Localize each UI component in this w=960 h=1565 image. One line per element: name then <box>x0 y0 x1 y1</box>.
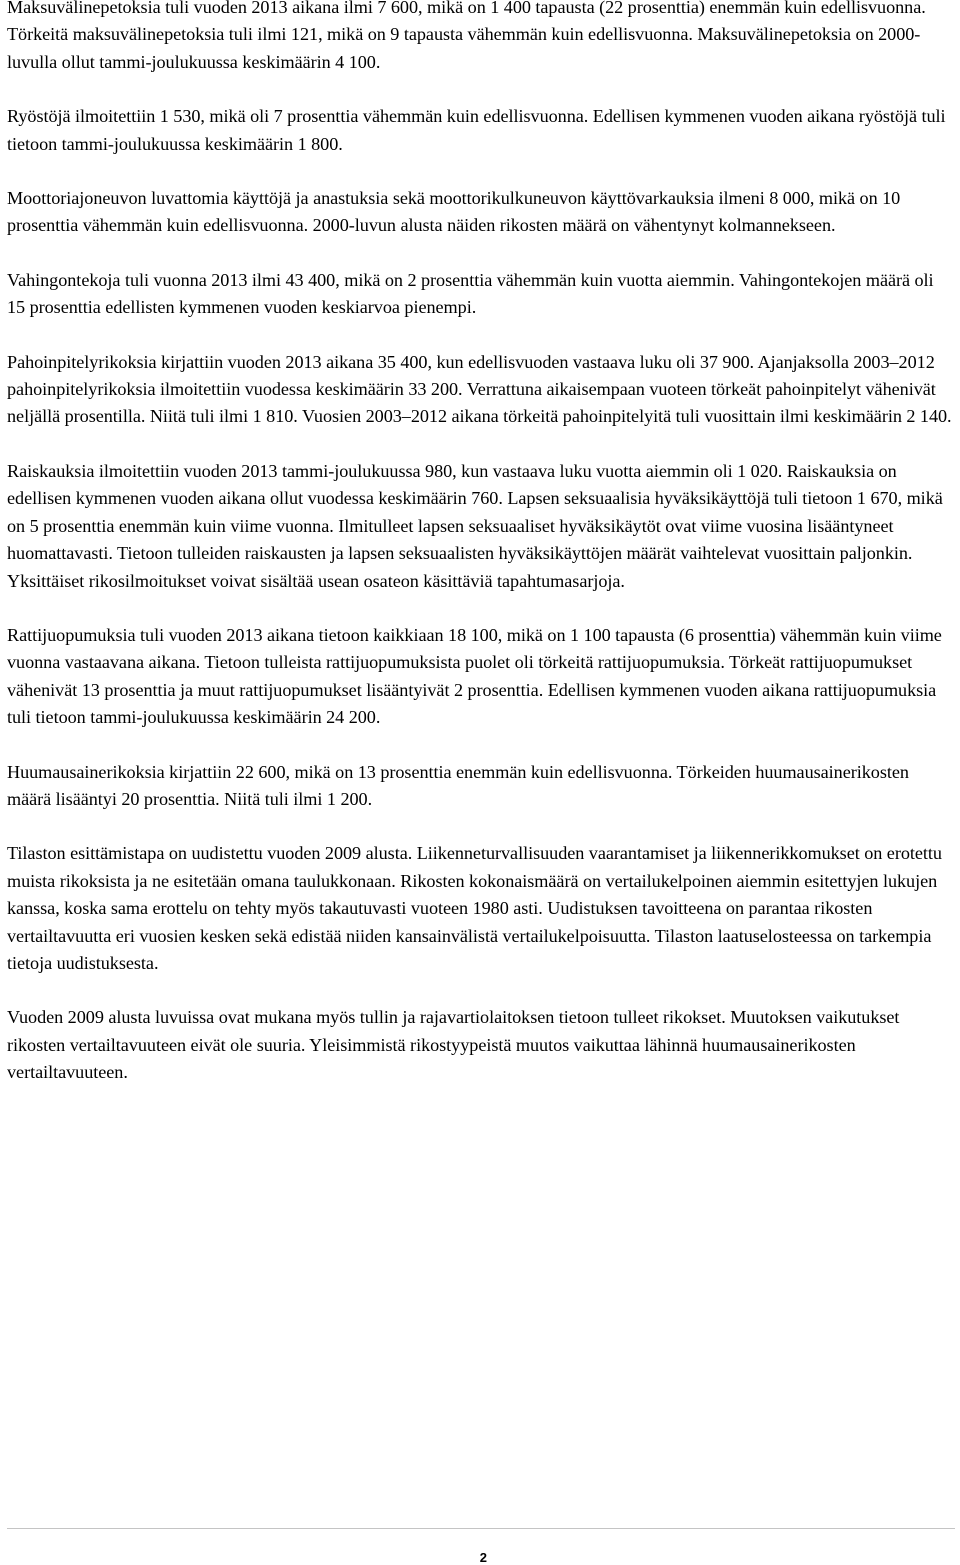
paragraph-drug-offences: Huumausainerikoksia kirjattiin 22 600, mikä on 13 prosenttia enemmän kuin edellisvuonna. Törkeiden huumausainerikosten määrä lisääntyi 20 prosenttia. Niitä tuli ilmi 1 200. <box>7 761 909 809</box>
paragraph-rapes: Raiskauksia ilmoitettiin vuoden 2013 tammi-joulukuussa 980, kun vastaava luku vuotta aiemmin oli 1 020. Raiskauksia on edellisen kymmenen vuoden aikana ollut vuodessa keskimäärin 760. Lapsen seksuaalisia hyväksikäyttöjä tuli tietoon 1 670, mikä on 5 prosenttia enemmän kuin viime vuonna. Ilmitulleet lapsen seksuaaliset hyväksikäytöt ovat viime vuosina lisääntyneet huomattavasti. Tietoon tulleiden raiskausten ja lapsen seksuaalisten hyväksikäyttöjen määrät vaihtelevat vuosittain paljonkin. Yksittäiset rikosilmoitukset voivat sisältää usean osateon käsittäviä tapahtumasarjoja. <box>7 460 943 591</box>
paragraph-statistics-reform: Tilaston esittämistapa on uudistettu vuoden 2009 alusta. Liikenneturvallisuuden vaarantamiset ja liikennerikkomukset on erotettu muista rikoksista ja ne esitetään omana taulukkonaan. Rikosten kokonaismäärä on vertailukelpoinen aiemmin esitettyjen lukujen kanssa, koska sama erottelu on tehty myös takautuvasti vuoteen 1980 asti. Uudistuksen tavoitteena on parantaa rikosten vertailtavuutta eri vuosien kesken sekä edistää niiden kansainvälistä vertailukelpoisuutta. Tilaston laatuselosteessa on tarkempia tietoja uudistuksesta. <box>7 843 942 973</box>
paragraph-payment-fraud: Maksuvälinepetoksia tuli vuoden 2013 aikana ilmi 7 600, mikä on 1 400 tapausta (22 prosenttia) enemmän kuin edellisvuonna. Törkeitä maksuvälinepetoksia tuli ilmi 121, mikä on 9 tapausta vähemmän kuin edellisvuonna. Maksuvälinepetoksia on 2000-luvulla ollut tammi-joulukuussa keskimäärin 4 100. <box>7 0 926 72</box>
paragraph-assaults: Pahoinpitelyrikoksia kirjattiin vuoden 2013 aikana 35 400, kun edellisvuoden vastaava luku oli 37 900. Ajanjaksolla 2003–2012 pahoinpitelyrikoksia ilmoitettiin vuodessa keskimäärin 33 200. Verrattuna aikaisempaan vuoteen törkeät pahoinpitelyt vähenivät neljällä prosentilla. Niitä tuli ilmi 1 810. Vuosien 2003–2012 aikana törkeitä pahoinpitelyitä tuli vuosittain ilmi keskimäärin 2 140. <box>7 351 952 427</box>
paragraph-vandalism: Vahingontekoja tuli vuonna 2013 ilmi 43 400, mikä on 2 prosenttia vähemmän kuin vuotta aiemmin. Vahingontekojen määrä oli 15 prosenttia edellisten kymmenen vuoden keskiarvoa pienempi. <box>7 269 934 318</box>
paragraph-vehicle-theft: Moottoriajoneuvon luvattomia käyttöjä ja anastuksia sekä moottorikulkuneuvon käyttövarkauksia ilmeni 8 000, mikä on 10 prosenttia vähemmän kuin edellisvuonna. 2000-luvun alusta näiden rikosten määrä on vähentynyt kolmannekseen. <box>7 188 901 236</box>
page-number: 2 <box>479 1550 487 1565</box>
paragraph-robberies: Ryöstöjä ilmoitettiin 1 530, mikä oli 7 prosenttia vähemmän kuin edellisvuonna. Edellisen kymmenen vuoden aikana ryöstöjä tuli tietoon tammi-joulukuussa keskimäärin 1 800. <box>7 106 946 154</box>
paragraph-customs-border: Vuoden 2009 alusta luvuissa ovat mukana myös tullin ja rajavartiolaitoksen tietoon tulleet rikokset. Muutoksen vaikutukset rikosten vertailtavuuteen eivät ole suuria. Yleisimmistä rikostyypeistä muutos vaikuttaa lähinnä huumausainerikosten vertailtavuuteen. <box>7 1007 900 1083</box>
document-body <box>7 0 955 1114</box>
paragraph-drunk-driving: Rattijuopumuksia tuli vuoden 2013 aikana tietoon kaikkiaan 18 100, mikä on 1 100 tapausta (6 prosenttia) vähemmän kuin viime vuonna vastaavana aikana. Tietoon tulleista rattijuopumuksista puolet oli törkeitä rattijuopumuksia. Törkeät rattijuopumukset vähenivät 13 prosenttia ja muut rattijuopumukset lisääntyivät 2 prosenttia. Edellisen kymmenen vuoden aikana rattijuopumuksia tuli tietoon tammi-joulukuussa keskimäärin 24 200. <box>7 624 942 728</box>
footer-divider <box>7 1528 955 1529</box>
